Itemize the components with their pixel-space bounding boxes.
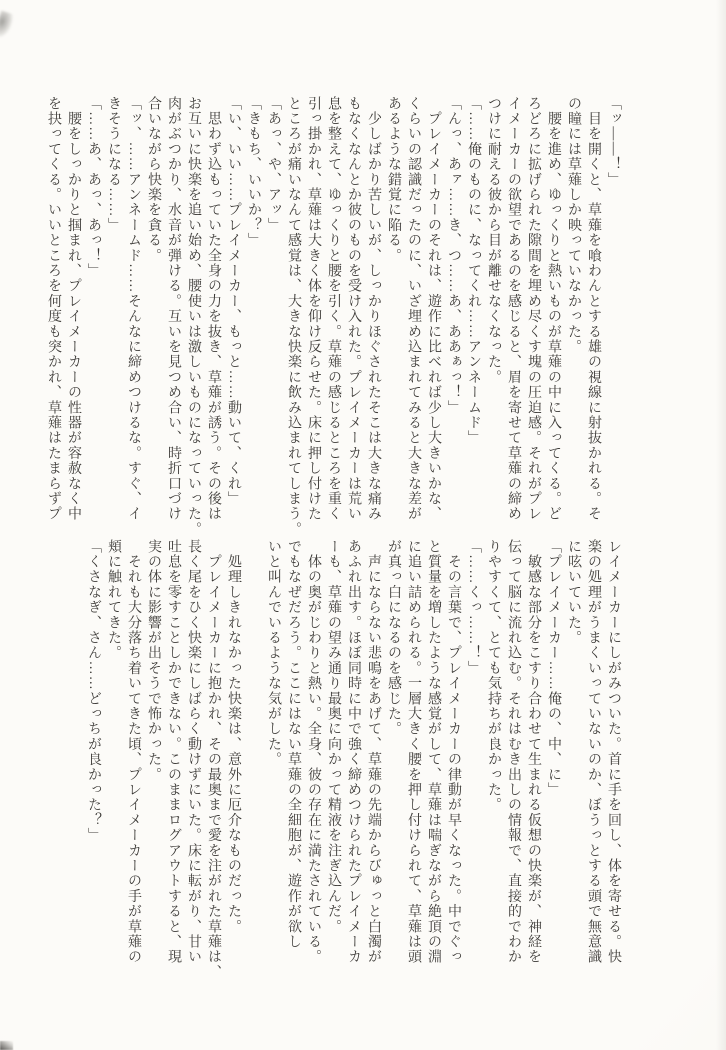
text-column: 実の体に影響が出そうで怖かった。	[146, 539, 161, 783]
text-column: 「い、いい……プレイメーカー、もっと……動いて、くれ」	[226, 96, 241, 507]
blank-column	[243, 539, 263, 971]
text-column: 息を整えて、ゆっくりと腰を引く。草薙の感じるところを重く	[326, 96, 341, 522]
text-column: 「きもち、いいか？」	[246, 96, 261, 248]
text-column: 「……あ、あっ、あっ！」	[86, 96, 101, 279]
text-column: それも大分落ち着いてきた頃、プレイメーカーの手が草薙の	[126, 539, 141, 965]
text-column: ーも、草薙の望み通り最奥に向かって精液を注ぎ込んだ。	[326, 539, 341, 935]
text-column: 長く尾をひく快楽にしばらく動けずにいた。床に転がり、甘い	[186, 539, 201, 965]
text-column: 「あっ、や、アッ」	[266, 96, 281, 233]
text-column: 「ッ――！」	[606, 96, 621, 188]
text-column: 頬に触れてきた。	[106, 539, 121, 661]
text-column: レイメーカーにしがみついた。首に手を回し、体を寄せる。快	[606, 539, 621, 965]
text-column: プレイメーカーに抱かれ、その最奥まで愛を注がれた草薙は、	[206, 539, 221, 980]
text-column: いと叫んでいるような気がした。	[266, 539, 281, 767]
text-column: きそうになる……」	[106, 96, 121, 233]
text-column: 「ッ、……アンネームド……そんなに締めつけるな。すぐ、イ	[126, 96, 141, 522]
text-column: 「んっ、あァ……き、つ……あ、ああぁっ！」	[446, 96, 461, 416]
text-column: に呟いていた。	[566, 539, 581, 646]
text-column: 合いながら快楽を貪る。	[146, 96, 161, 264]
scan-edge-shadow	[716, 0, 726, 1050]
text-column: 思わず込もっていた全身の力を抜き、草薙が誘う。その後は	[206, 96, 221, 522]
text-column: 吐息を零すことしかできない。このままログアウトすると、現	[166, 539, 181, 965]
text-column: 体の奥がじわりと熱い。全身、彼の存在に満たされている。	[306, 539, 321, 965]
text-column: 腰をしっかりと掴まれ、プレイメーカーの性器が容赦なく中	[66, 96, 81, 522]
text-column: つけに耐える彼から目が離せなくなった。	[486, 96, 501, 385]
text-column: 声にならない悲鳴をあげて、草薙の先端からびゅっと白濁が	[366, 539, 381, 965]
text-column: 目を開くと、草薙を喰わんとする雄の視線に射抜かれる。そ	[586, 96, 601, 522]
text-column: もなくなんとか彼のものを受け入れた。プレイメーカーは荒い	[346, 96, 361, 522]
text-column: に追い詰められる。一層大きく腰を押し付けられて、草薙は頭	[406, 539, 421, 965]
text-column: 「プレイメーカー……俺の、中、に」	[546, 539, 561, 798]
text-column: あふれ出す。ほぼ同時に中で強く締めつけられたプレイメーカ	[346, 539, 361, 965]
text-column: でもなぜだろう。ここにはない草薙の全細胞が、遊作が欲し	[286, 539, 301, 950]
text-column: 「……俺のものに、なってくれ……アンネームド」	[466, 96, 481, 446]
text-column: りやすくて、とても気持ちが良かった。	[486, 539, 501, 813]
text-column: その言葉で、プレイメーカーの律動が早くなった。中でぐっ	[446, 539, 461, 965]
text-column: 肉がぶつかり、水音が弾ける。互いを見つめ合い、時折口づけ	[166, 96, 181, 522]
text-column: ろどろに拡げられた隙間を埋め尽くす塊の圧迫感。それがプレ	[526, 96, 541, 522]
text-block-lower	[83, 539, 623, 980]
text-column: と質量を増したような感覚がして、草薙は喘ぎながら絶頂の淵	[426, 539, 441, 965]
text-column: お互いに快楽を追い始め、腰使いは激しいものになっていった。	[186, 96, 201, 537]
text-column: 敏感な部分をこすり合わせて生まれる仮想の快楽が、神経を	[526, 539, 541, 965]
text-column: くらいの認識だったのに、いざ埋め込まれてみると大きな差が	[406, 96, 421, 522]
text-column: が真っ白になるのを感じた。	[386, 539, 401, 737]
text-column: 引っ掛かれ、草薙は大きく体を仰け反らせた。床に押し付けた	[306, 96, 321, 522]
text-column: 楽の処理がうまくいっていないのか、ぼうっとする頭で無意識	[586, 539, 601, 965]
text-column: 腰を進め、ゆっくりと熱いものが草薙の中に入ってくる。ど	[546, 96, 561, 522]
scan-mark-bottom-left	[0, 1041, 13, 1050]
text-column: 処理しきれなかった快楽は、意外に厄介なものだった。	[226, 539, 241, 935]
text-column: ところが痛いなんて感覚は、大きな快楽に飲み込まれてしまう。	[286, 96, 301, 537]
text-column: 「……くっ……！」	[466, 539, 481, 676]
text-column: あるような錯覚に陥る。	[386, 96, 401, 264]
text-column: を抉ってくる。いいところを何度も突かれ、草薙はたまらずプ	[46, 96, 61, 522]
text-column: 伝って脳に流れ込む。それはむき出しの情報で、直接的でわか	[506, 539, 521, 965]
text-column: プレイメーカーのそれは、遊作に比べれば少し大きいかな、	[426, 96, 441, 522]
text-column: 少しばかり苦しいが、しっかりほぐされたそこは大きな痛み	[366, 96, 381, 522]
text-column: イメーカーの欲望であるのを感じると、眉を寄せて草薙の締め	[506, 96, 521, 522]
scan-smudge-top-left	[0, 10, 15, 39]
text-column: 「くさなぎ、さん……どっちが良かった？」	[86, 539, 101, 843]
text-column: の瞳には草薙しか映っていなかった。	[566, 96, 581, 355]
text-block-upper	[43, 96, 623, 537]
